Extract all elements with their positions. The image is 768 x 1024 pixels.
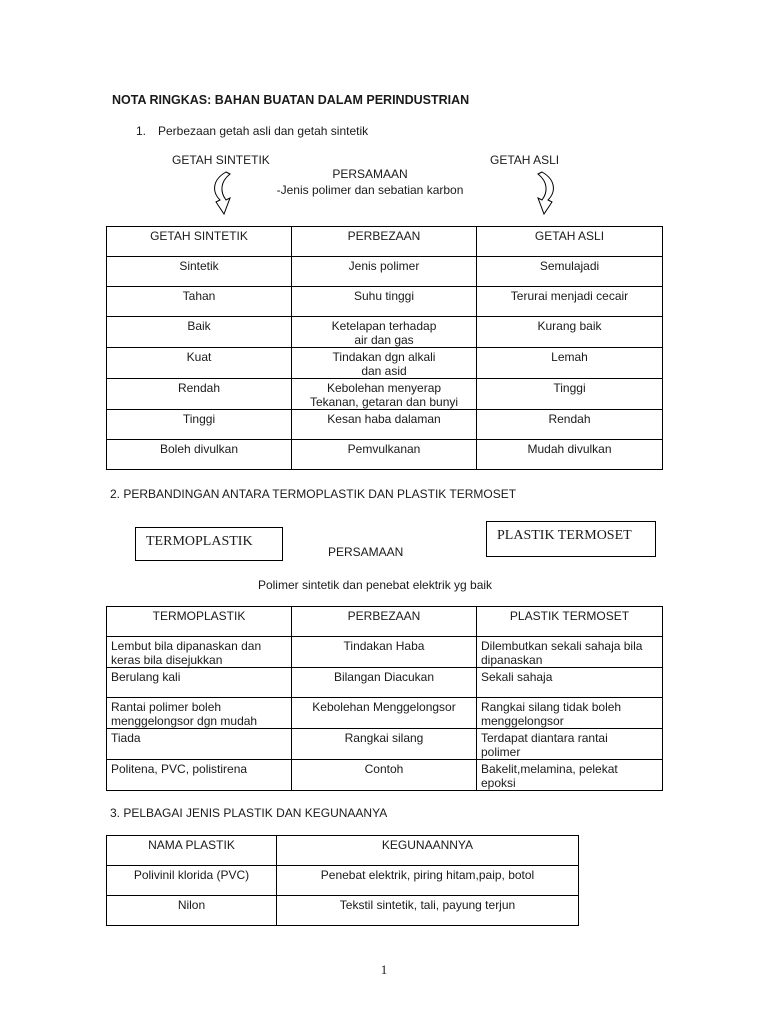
table-cell: Bakelit,melamina, pelekat epoksi: [477, 760, 663, 791]
table-cell: Tindakan Haba: [292, 637, 477, 668]
persamaan-label-2: PERSAMAAN: [328, 545, 404, 559]
table-cell: Kebolehan menyerap Tekanan, getaran dan bunyi: [292, 379, 477, 410]
table-row: [107, 379, 663, 410]
table-cell: Polivinil klorida (PVC): [107, 866, 277, 896]
table-cell: Terurai menjadi cecair: [477, 287, 663, 317]
table-header-cell: NAMA PLASTIK: [107, 836, 277, 866]
table-cell: Tahan: [107, 287, 292, 317]
table-cell: Tinggi: [477, 379, 663, 410]
curved-arrow-left-icon: [206, 170, 236, 218]
table-row: [107, 637, 663, 668]
table-cell: Kebolehan Menggelongsor: [292, 698, 477, 729]
section-1-heading: [136, 124, 368, 138]
table-row: [107, 760, 663, 791]
table-cell: Rantai polimer boleh menggelongsor dgn mudah: [107, 698, 292, 729]
table-header-row: [107, 227, 663, 257]
table-header-cell: GETAH ASLI: [477, 227, 663, 257]
section-3-heading: 3. PELBAGAI JENIS PLASTIK DAN KEGUNAANYA: [110, 806, 388, 820]
table-header-cell: PERBEZAAN: [292, 607, 477, 637]
table-cell: Jenis polimer: [292, 257, 477, 287]
table-cell: Kurang baik: [477, 317, 663, 348]
table-cell: Lembut bila dipanaskan dan keras bila disejukkan: [107, 637, 292, 668]
table-cell: Penebat elektrik, piring hitam,paip, botol: [277, 866, 579, 896]
table-cell: Pemvulkanan: [292, 440, 477, 470]
table-row: [107, 257, 663, 287]
table-row: [107, 317, 663, 348]
getah-asli-label: GETAH ASLI: [490, 153, 560, 167]
page-title: NOTA RINGKAS: BAHAN BUATAN DALAM PERINDUSTRIAN: [112, 93, 470, 107]
table-cell: Suhu tinggi: [292, 287, 477, 317]
section-1-heading-text: Perbezaan getah asli dan getah sintetik: [158, 124, 369, 138]
table-cell: Rendah: [107, 379, 292, 410]
persamaan-text-1: -Jenis polimer dan sebatian karbon: [276, 183, 464, 197]
table-header-row: [107, 607, 663, 637]
persamaan-label-1: PERSAMAAN: [332, 167, 408, 181]
table-cell: Rangkai silang tidak boleh menggelongsor: [477, 698, 663, 729]
table-header-cell: GETAH SINTETIK: [107, 227, 292, 257]
table-cell: Mudah divulkan: [477, 440, 663, 470]
table-cell: Bilangan Diacukan: [292, 668, 477, 698]
table-row: [107, 348, 663, 379]
table-cell: Terdapat diantara rantai polimer: [477, 729, 663, 760]
table-cell: Boleh divulkan: [107, 440, 292, 470]
table-cell: Rendah: [477, 410, 663, 440]
table-header-cell: KEGUNAANNYA: [277, 836, 579, 866]
curved-arrow-right-icon: [532, 170, 562, 218]
plastik-termoset-box: PLASTIK TERMOSET: [486, 521, 656, 557]
table-cell: Tekstil sintetik, tali, payung terjun: [277, 896, 579, 926]
section-2-heading: 2. PERBANDINGAN ANTARA TERMOPLASTIK DAN PLASTIK TERMOSET: [110, 487, 517, 501]
table-cell: Sintetik: [107, 257, 292, 287]
table-row: [107, 287, 663, 317]
table-row: [107, 866, 579, 896]
persamaan-text-2: Polimer sintetik dan penebat elektrik yg baik: [257, 578, 493, 592]
table-row: [107, 410, 663, 440]
table-cell: Tinggi: [107, 410, 292, 440]
table-row: [107, 896, 579, 926]
table-header-row: [107, 836, 579, 866]
table-row: [107, 698, 663, 729]
table-cell: Berulang kali: [107, 668, 292, 698]
table-header-cell: PLASTIK TERMOSET: [477, 607, 663, 637]
table-cell: Kuat: [107, 348, 292, 379]
table-cell: Lemah: [477, 348, 663, 379]
page-number: 1: [380, 962, 388, 977]
table-cell: Contoh: [292, 760, 477, 791]
table-cell: Tindakan dgn alkali dan asid: [292, 348, 477, 379]
table-cell: Semulajadi: [477, 257, 663, 287]
table-header-cell: TERMOPLASTIK: [107, 607, 292, 637]
table-header-cell: PERBEZAAN: [292, 227, 477, 257]
getah-sintetik-label: GETAH SINTETIK: [172, 153, 270, 167]
table-cell: Politena, PVC, polistirena: [107, 760, 292, 791]
termoplastik-box: TERMOPLASTIK: [135, 527, 283, 561]
table-cell: Rangkai silang: [292, 729, 477, 760]
plastik-uses-table: [106, 835, 579, 926]
table-cell: Kesan haba dalaman: [292, 410, 477, 440]
table-row: [107, 729, 663, 760]
table-cell: Dilembutkan sekali sahaja bila dipanaskan: [477, 637, 663, 668]
section-1-number: 1.: [136, 124, 147, 138]
table-cell: Sekali sahaja: [477, 668, 663, 698]
table-row: [107, 440, 663, 470]
table-cell: Ketelapan terhadap air dan gas: [292, 317, 477, 348]
plastik-comparison-table: [106, 606, 663, 791]
table-row: [107, 668, 663, 698]
table-cell: Tiada: [107, 729, 292, 760]
table-cell: Nilon: [107, 896, 277, 926]
table-cell: Baik: [107, 317, 292, 348]
getah-comparison-table: [106, 226, 663, 470]
